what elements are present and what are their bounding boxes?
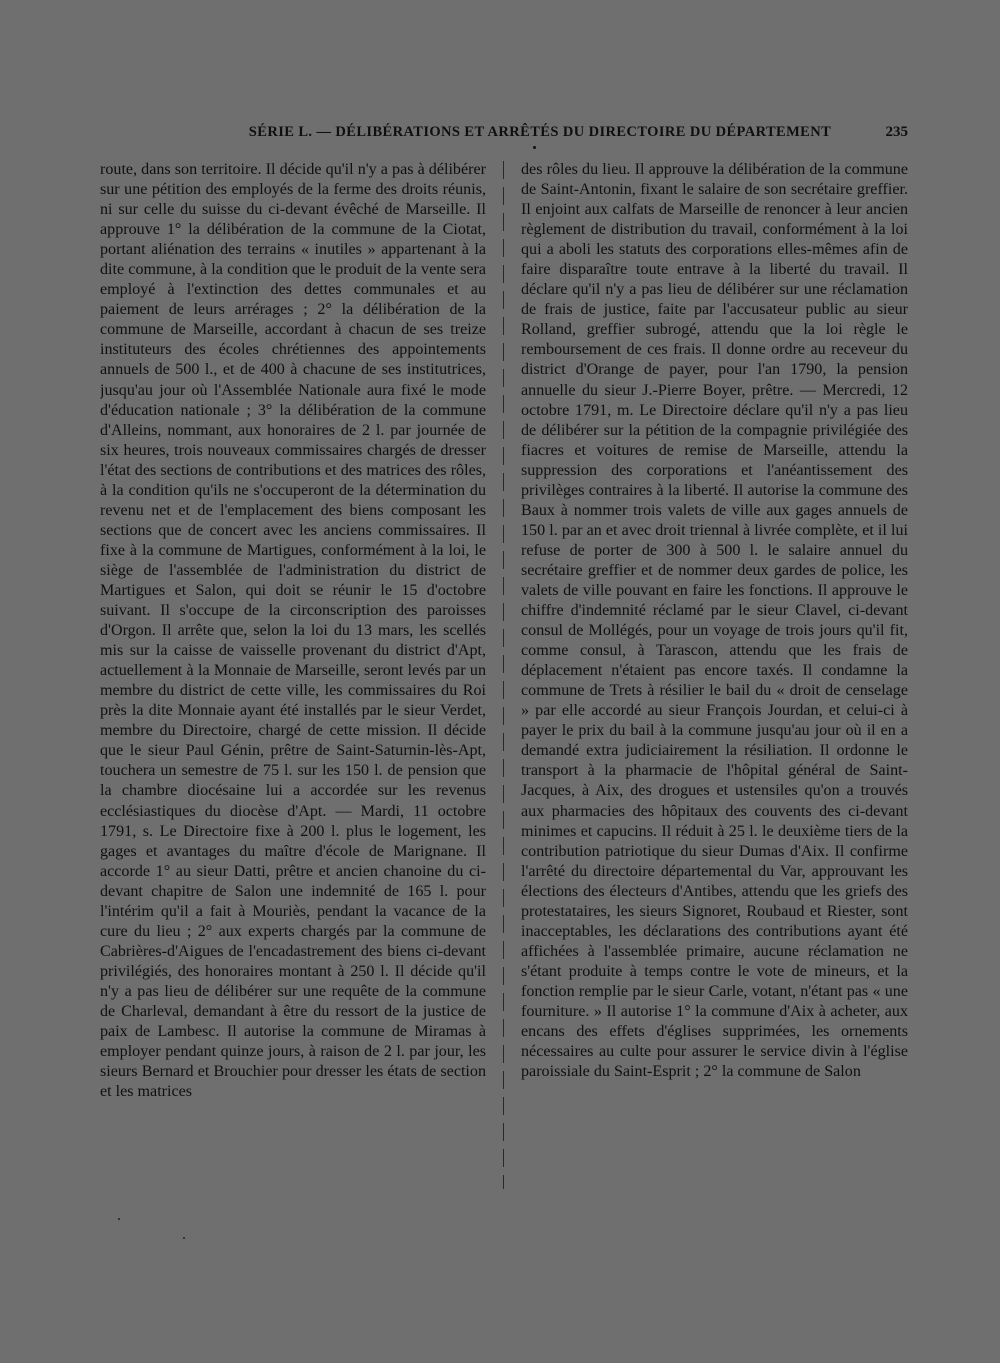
print-speck [118, 1218, 120, 1220]
page-header [96, 124, 916, 148]
page-number: 235 [885, 124, 908, 140]
running-title: SÉRIE L. — DÉLIBÉRATIONS ET ARRÊTÉS DU DIRECTOIRE DU DÉPARTEMENT [248, 124, 832, 140]
column-divider [503, 161, 504, 1189]
print-speck [183, 1237, 185, 1239]
right-column-text: des rôles du lieu. Il approuve la délibération de la commune de Saint-Antonin, fixant le salaire de son secrétaire greffier. Il enjoint aux calfats de Marseille de renoncer à leur ancien règlement de distribution du travail, conformément à la loi qui a aboli les statuts des corporations elles-mêmes afin de faire disparaître toute entrave à la liberté du travail. Il déclare qu'il n'y a pas lieu de délibérer sur une réclamation de frais de justice, faite par l'accusateur public au sieur Rolland, greffier subrogé, attendu que la loi règle le remboursement de ces frais. Il donne ordre au receveur du district d'Orange de payer, pour l'an 1790, la pension annuelle du sieur J.-Pierre Boyer, prêtre. — Mercredi, 12 octobre 1791, m. Le Directoire déclare qu'il n'y a pas lieu de délibérer sur la pétition de la compagnie privilégiée des fiacres et voitures de remise de Marseille, attendu la suppression des corporations et l'anéantissement des privilèges contraires à la liberté. Il autorise la commune des Baux à nommer trois valets de ville aux gages annuels de 150 l. par an et avec droit triennal à livrée complète, et il lui refuse de porter de 300 à 500 l. le salaire annuel du secrétaire greffier et de nommer deux gardes de police, les valets de ville pouvant en faire les fonctions. Il approuve le chiffre d'indemnité réclamé par le sieur Clavel, ci-devant consul de Mollégés, pour un voyage de trois jours qu'il fit, comme consul, à Tarascon, attendu que les frais de déplacement n'étaient pas encore taxés. Il condamne la commune de Trets à résilier le bail du « droit de censelage » par elle accordé au sieur François Jourdan, et celui-ci à payer le prix du bail à la commune jusqu'au jour où il en a demandé extra judiciairement la résiliation. Il ordonne le transport à la pharmacie de l'hôpital général de Saint-Jacques, à Aix, des drogues et ustensiles qu'on a trouvés aux pharmacies des hôpitaux des couvents des ci-devant minimes et capucins. Il réduit à 25 l. le deuxième tiers de la contribution patriotique du sieur Dumas d'Aix. Il confirme l'arrêté du directoire départemental du Var, approuvant les élections des électeurs d'Antibes, attendu que les griefs des protestataires, les sieurs Signoret, Roubaud et Riester, sont inacceptables, les déclarations des contributions ayant été affichées à l'assemblée primaire, aucune réclamation ne s'étant produite à temps contre le vote de mineurs, et la fonction remplie par le sieur Carle, votant, n'étant pas « une fourniture. » Il autorise 1° la commune d'Aix à acheter, aux encans des effets d'églises supprimées, les ornements nécessaires au culte pour assurer le service divin à l'église paroissiale du Saint-Esprit ; 2° la commune de Salon [521, 161, 908, 1081]
left-column-text: route, dans son territoire. Il décide qu'il n'y a pas à délibérer sur une pétition des employés de la ferme des droits réunis, ni sur celle du suisse du ci-devant évêché de Marseille. Il approuve 1° la délibération de la commune de la Ciotat, portant aliénation des terrains « inutiles » appartenant à la dite commune, à la condition que le produit de la vente sera employé à l'extinction des dettes communales et au paiement de leurs arrérages ; 2° la délibération de la commune de Marseille, accordant à chacun de ses treize instituteurs des écoles chrétiennes des appointements annuels de 500 l., et de 400 à chacune de ses institutrices, jusqu'au jour où l'Assemblée Nationale aura fixé le mode d'éducation nationale ; 3° la délibération de la commune d'Alleins, nommant, aux honoraires de 2 l. par journée de six heures, trois nouveaux commissaires chargés de dresser l'état des sections de contributions et des matrices des rôles, à la condition qu'ils ne s'occuperont de la détermination du revenu net et de l'emplacement des biens composant les sections que de concert avec les anciens commissaires. Il fixe à la commune de Martigues, conformément à la loi, le siège de l'assemblée de l'administration du district de Martigues et Salon, qui doit se réunir le 15 d'octobre suivant. Il s'occupe de la circonscription des paroisses d'Orgon. Il arrête que, selon la loi du 13 mars, les scellés mis sur la caisse de vaisselle provenant du district d'Apt, actuellement à la Monnaie de Marseille, seront levés par un membre du district de cette ville, les commissaires du Roi près la dite Monnaie ayant été installés par le sieur Verdet, membre du Directoire, chargé de cette mission. Il décide que le sieur Paul Génin, prêtre de Saint-Saturnin-lès-Apt, touchera un semestre de 75 l. sur les 150 l. de pension que la chambre diocésaine lui a accordée sur les revenus ecclésiastiques du diocèse d'Apt. — Mardi, 11 octobre 1791, s. Le Directoire fixe à 200 l. plus le logement, les gages et avantages du maître d'école de Marignane. Il accorde 1° au sieur Datti, prêtre et ancien chanoine du ci-devant chapitre de Salon une indemnité de 165 l. pour l'intérim qu'il a fait à Mouriès, pendant la vacance de la cure du lieu ; 2° aux experts chargés par la commune de Cabrières-d'Aigues de l'encadastrement des biens ci-devant privilégiés, des honoraires montant à 250 l. Il décide qu'il n'y a pas lieu de délibérer sur une requête de la commune de Charleval, demandant à être du ressort de la justice de paix de Lambesc. Il autorise la commune de Miramas à employer pendant quinze jours, à raison de 2 l. par jour, les sieurs Bernard et Brouchier pour dresser les états de section et les matrices [100, 161, 486, 1101]
print-speck [533, 146, 536, 149]
